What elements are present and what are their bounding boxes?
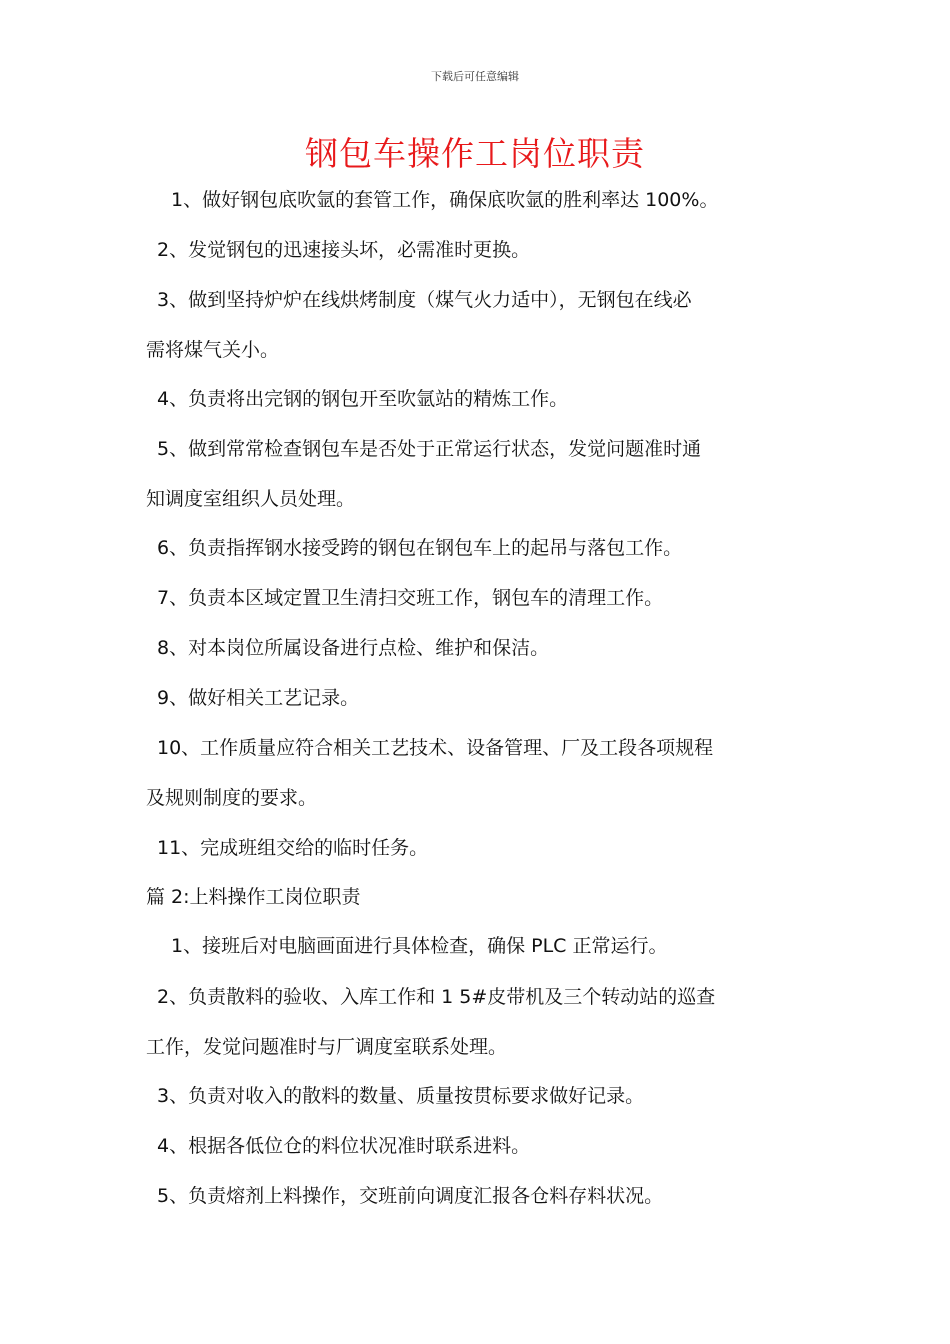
paragraph-line: 4、负责将出完钢的钢包开至吹氩站的精炼工作。 [157, 388, 569, 410]
paragraph-line: 需将煤气关小。 [146, 339, 280, 361]
paragraph-line: 2、负责散料的验收、入库工作和 1 5#皮带机及三个转动站的巡查 [157, 986, 716, 1008]
document-title: 钢包车操作工岗位职责 [305, 134, 645, 173]
paragraph-line: 9、做好相关工艺记录。 [157, 687, 360, 709]
paragraph-line: 11、完成班组交给的临时任务。 [157, 837, 429, 859]
paragraph-line: 3、负责对收入的散料的数量、质量按贯标要求做好记录。 [157, 1085, 645, 1107]
paragraph-line: 1、做好钢包底吹氩的套管工作，确保底吹氩的胜利率达 100%。 [171, 189, 719, 211]
page-header-note: 下载后可任意编辑 [431, 70, 519, 83]
paragraph-line: 及规则制度的要求。 [146, 787, 318, 809]
paragraph-line: 7、负责本区域定置卫生清扫交班工作，钢包车的清理工作。 [157, 587, 664, 609]
paragraph-line: 工作，发觉问题准时与厂调度室联系处理。 [146, 1036, 508, 1058]
paragraph-line: 1、接班后对电脑画面进行具体检查，确保 PLC 正常运行。 [171, 935, 668, 957]
paragraph-line: 知调度室组织人员处理。 [146, 488, 356, 510]
paragraph-line: 5、负责熔剂上料操作，交班前向调度汇报各仓料存料状况。 [157, 1185, 664, 1207]
paragraph-line: 5、做到常常检查钢包车是否处于正常运行状态，发觉问题准时通 [157, 438, 702, 460]
section-heading: 篇 2:上料操作工岗位职责 [146, 886, 361, 908]
paragraph-line: 2、发觉钢包的迅速接头坏，必需准时更换。 [157, 239, 531, 261]
paragraph-line: 6、负责指挥钢水接受跨的钢包在钢包车上的起吊与落包工作。 [157, 537, 683, 559]
paragraph-line: 3、做到坚持炉炉在线烘烤制度（煤气火力适中），无钢包在线必 [157, 289, 692, 311]
paragraph-line: 4、根据各低位仓的料位状况准时联系进料。 [157, 1135, 531, 1157]
paragraph-line: 10、工作质量应符合相关工艺技术、设备管理、厂及工段各项规程 [157, 737, 714, 759]
paragraph-line: 8、对本岗位所属设备进行点检、维护和保洁。 [157, 637, 550, 659]
